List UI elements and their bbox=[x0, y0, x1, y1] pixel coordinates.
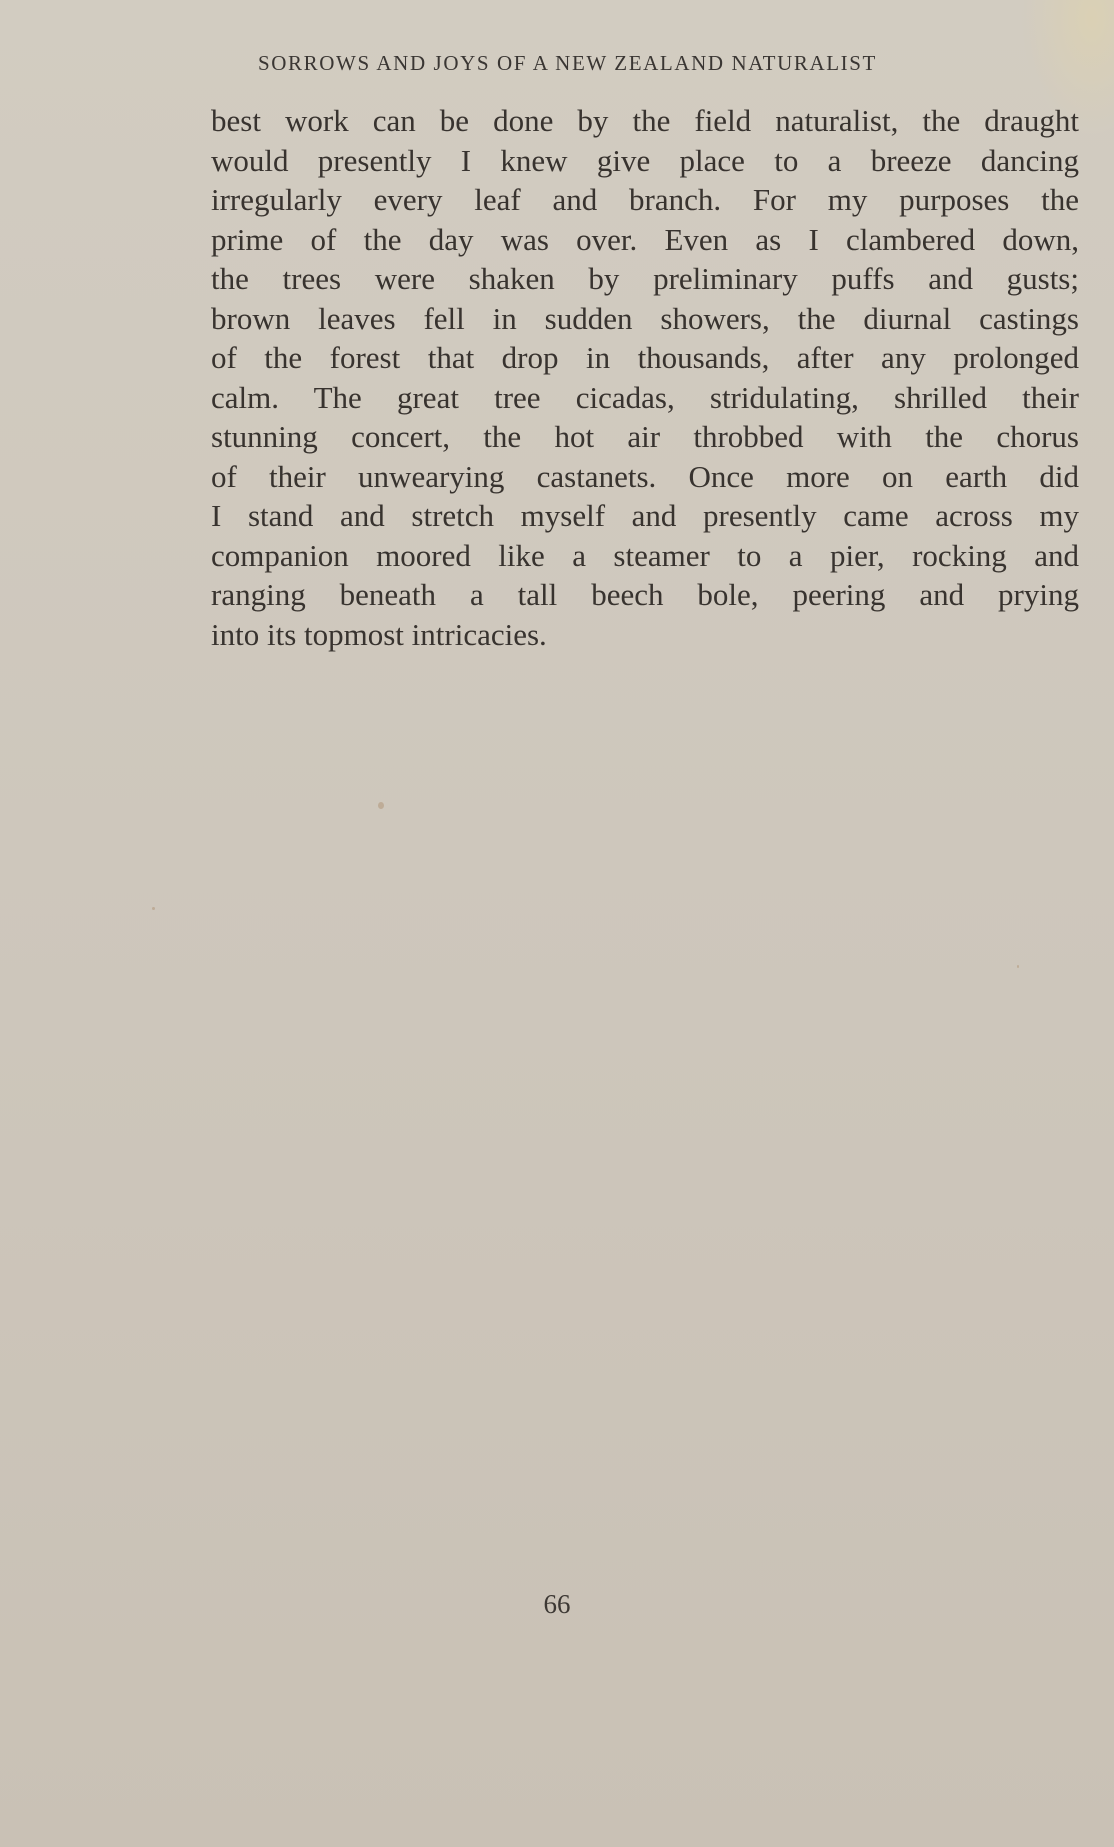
text-line: of the forest that drop in thousands, after any prolonged bbox=[211, 340, 1079, 375]
text-line: brown leaves fell in sudden showers, the diurnal castings bbox=[211, 300, 1079, 336]
body-paragraph bbox=[211, 101, 1079, 654]
text-line: prime of the day was over. Even as I clambered down, bbox=[211, 221, 1079, 257]
text-line: the trees were shaken by preliminary puffs and gusts; bbox=[211, 261, 1079, 296]
running-head: SORROWS AND JOYS OF A NEW ZEALAND NATURALIST bbox=[258, 51, 877, 75]
text-line: of their unwearying castanets. Once more on earth did bbox=[211, 458, 1079, 494]
paper-speck bbox=[378, 802, 384, 809]
text-line: would presently I knew give place to a breeze dancing bbox=[211, 142, 1079, 178]
paper-speck bbox=[1017, 965, 1019, 968]
text-line: into its topmost intricacies. bbox=[211, 616, 547, 652]
text-line: best work can be done by the field naturalist, the draught bbox=[211, 103, 1079, 138]
text-line: calm. The great tree cicadas, stridulating, shrilled their bbox=[211, 379, 1079, 415]
text-line: stunning concert, the hot air throbbed with the chorus bbox=[211, 419, 1079, 454]
page-number: 66 bbox=[543, 1589, 571, 1619]
paper-speck bbox=[152, 907, 155, 910]
text-line: companion moored like a steamer to a pier, rocking and bbox=[211, 537, 1079, 573]
text-line: ranging beneath a tall beech bole, peering and prying bbox=[211, 577, 1079, 612]
text-line: I stand and stretch myself and presently came across my bbox=[211, 498, 1079, 533]
text-line: irregularly every leaf and branch. For my purposes the bbox=[211, 182, 1079, 217]
